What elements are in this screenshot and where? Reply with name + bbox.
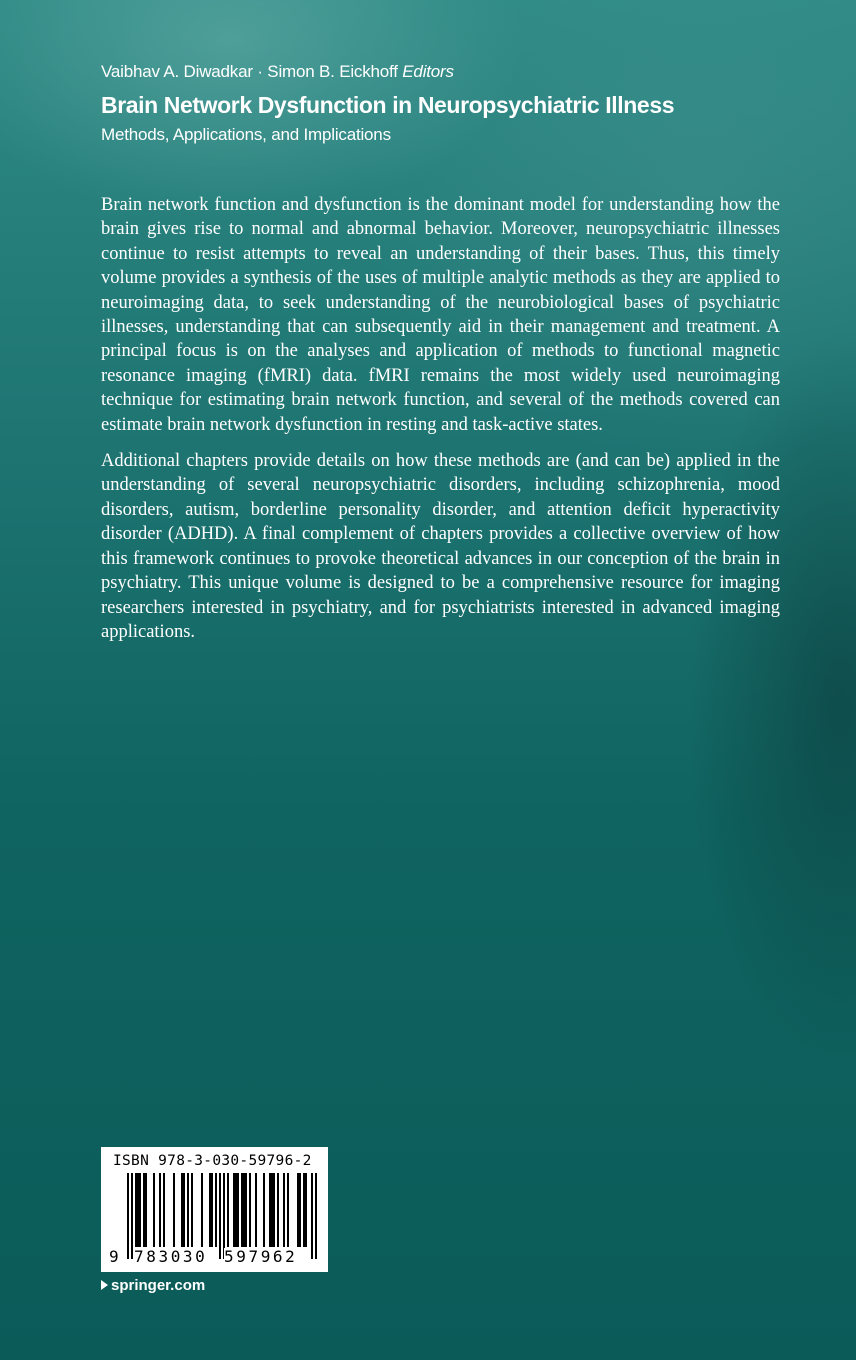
barcode-bar [249,1173,251,1247]
ean-first-digit: 9 [109,1247,122,1266]
blurb-paragraph: Brain network function and dysfunction is the dominant model for understanding how the brain gives rise to normal and abnormal behavior. Moreover, neuropsychiatric illnesses continue to resist attempts to reveal an understanding of their bases. Thus, this timely volume provides a synthesis of the uses of multiple analytic methods as they are applied to neuroimaging data, to seek understanding of the neurobiological bases of psychiatric illnesses, understanding that can subsequently aid in their management and treatment. A principal focus is on the analyses and application of methods to functional magnetic resonance imaging (fMRI) data. fMRI remains the most widely used neuroimaging technique for estimating brain network function, and several of the methods covered can estimate brain network dysfunction in resting and task-active states. [101,195,780,435]
barcode-bar [173,1173,175,1247]
barcode-bar [183,1173,185,1247]
blurb-paragraph: Additional chapters provide details on how these methods are (and can be) applied in the understanding of several neuropsychiatric disorders, including schizophrenia, mood disorders, autism, borderline personality disorder, and attention deficit hyperactivity disorder (ADHD). A final complement of chapters provides a collective overview of how this framework continues to provoke theoretical advances in our conception of the brain in psychiatry. This unique volume is designed to be a comprehensive resource for imaging researchers interested in psychiatry, and for psychiatrists interested in advanced imaging applications. [101,451,780,642]
barcode-bar [139,1173,141,1247]
barcode-bar [243,1173,245,1247]
barcode-bar [303,1173,305,1247]
barcode-bar [245,1173,247,1247]
barcode-bar [235,1173,237,1247]
barcode-bar [191,1173,193,1247]
barcode-bar [219,1173,221,1259]
barcode-bar [305,1173,307,1247]
barcode-bar [283,1173,285,1247]
barcode-bar [269,1173,271,1247]
barcode-bar [277,1173,279,1247]
barcode-bar [127,1173,129,1259]
ean-left-digits: 783030 [134,1247,208,1266]
barcode-bar [153,1173,155,1247]
barcode-bar [135,1173,137,1247]
book-subtitle: Methods, Applications, and Implications [101,125,391,144]
barcode-bar [215,1173,217,1247]
barcode-bar [145,1173,147,1247]
blurb [101,193,780,656]
isbn-label: ISBN 978-3-030-59796-2 [113,1153,312,1169]
barcode-bar [137,1173,139,1247]
barcode-bar [181,1173,183,1247]
barcode-bar [159,1173,161,1247]
barcode-bar [233,1173,235,1247]
barcode-bar [271,1173,273,1247]
barcode-bar [143,1173,145,1247]
barcode-bar [201,1173,203,1247]
barcode-bar [131,1173,133,1259]
arrow-right-icon [101,1280,108,1290]
barcode-bar [311,1173,313,1259]
publisher-link[interactable] [101,1277,205,1294]
barcode-bar [187,1173,189,1247]
barcode-bar [241,1173,243,1247]
barcode-bar [163,1173,165,1247]
barcode-bar [297,1173,299,1247]
ean-right-digits: 597962 [224,1247,298,1266]
editor-names: Vaibhav A. Diwadkar · Simon B. Eickhoff [101,62,398,81]
barcode-bar [237,1173,239,1247]
barcode-bar [211,1173,213,1247]
barcode-bar [255,1173,257,1247]
publisher-url: springer.com [111,1277,206,1294]
barcode-bar [273,1173,275,1247]
barcode-bar [299,1173,301,1247]
isbn-barcode [101,1147,328,1272]
book-title: Brain Network Dysfunction in Neuropsychiatric Illness [101,92,675,118]
barcode-bar [315,1173,317,1259]
barcode-bar [263,1173,265,1247]
barcode-bar [209,1173,211,1247]
barcode-bar [227,1173,229,1247]
editors-line [101,62,454,82]
barcode-bar [287,1173,289,1247]
editors-role: Editors [402,62,454,81]
